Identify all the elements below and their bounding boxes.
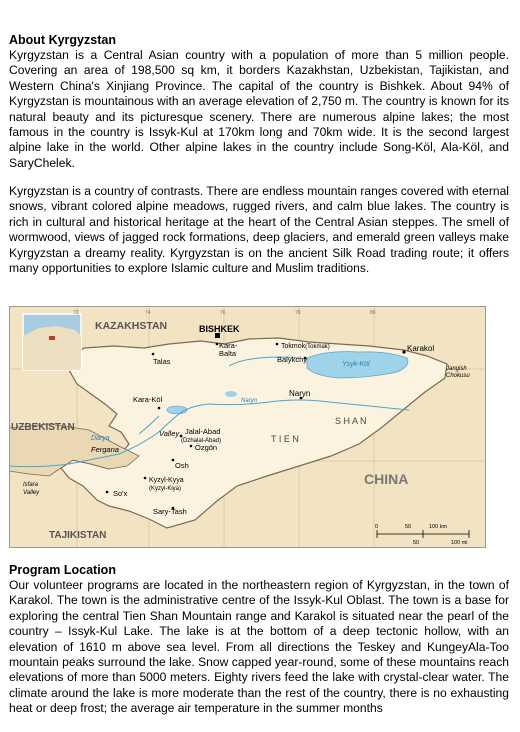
label-china: CHINA [364,471,409,487]
toktogul-reservoir [167,406,187,414]
kyrgyzstan-map [9,306,486,548]
label-kyzyl-kyya: Kyzyl-Kyya [149,477,184,484]
label-tien: T I E N [271,434,299,444]
label-tajikistan: TAJIKISTAN [49,530,107,541]
label-osh: Osh [175,461,189,470]
svg-text:80: 80 [370,310,376,316]
label-kazakhstan: KAZAKHSTAN [95,320,168,332]
svg-text:50: 50 [405,524,412,530]
label-jangish: Jangish [446,366,467,372]
label-isfara: Isfara [23,482,39,488]
about-heading: About Kyrgyzstan [9,33,116,47]
svg-text:74: 74 [145,310,151,316]
label-kara-balta: Kara-Balta [219,341,238,358]
inset-locator [49,336,55,340]
label-shan: S H A N [335,416,367,426]
label-sox: So'x [113,489,128,498]
svg-text:76: 76 [220,310,226,316]
svg-text:100 km: 100 km [429,524,448,530]
label-chokusu: Chokusu [446,373,470,379]
label-uzbekistan: UZBEKISTAN [11,422,75,433]
label-naryn-river: Naryn [241,398,258,404]
label-talas: Talas [153,357,171,366]
svg-text:72: 72 [73,310,79,316]
label-darya: Darya [91,435,110,442]
label-kara-kol: Kara-Köl [133,395,163,404]
label-ysyk-kol: Ysyk-Köl [342,361,370,368]
label-sary-tash: Sary-Tash [153,507,187,516]
song-kol-lake [225,391,237,397]
label-karakol: Karakol [407,344,435,353]
label-kyzyl-kiya: (Kyzyl-Kiya) [149,486,182,492]
label-fergana: Fergana [91,445,119,454]
label-tokmok: Tokmok(Tokmak) [281,343,330,350]
svg-text:100 mi: 100 mi [451,540,468,546]
label-ozgon: Özgön [195,443,218,452]
inset-land [23,326,81,370]
about-paragraph-1: Kyrgyzstan is a Central Asian country with a population of more than 5 million people. Covering an area of 198,500 sq km, it borders Kazakhstan, Uzbekistan, Tajikistan, and Western China's Xinjiang Province. The capital of the country is Bishkek. About 94% of Kyrgyzstan is mountainous with an average elevation of 2,750 m. The country is known for its natural beauty and its picturesque scenery. There are numerous alpine lakes; the most famous in the country is Issyk-Kul at 170km long and 70km wide. It is the second largest alpine lake in the world. Other alpine lakes in the country include Song-Köl, Ala-Köl, and SaryChelek. [9,48,509,170]
svg-text:0: 0 [375,524,379,530]
label-jalal-abad: Jalal-Abad [185,427,221,436]
label-valley: Valley [159,429,180,438]
label-naryn: Naryn [289,389,311,398]
svg-text:50: 50 [413,540,420,546]
location-heading: Program Location [9,563,116,577]
label-bishkek: BISHKEK [199,324,240,334]
label-balykchy: Balykchy [277,355,308,364]
label-dzhalal-abad: (Dzhalal-Abad) [181,438,222,444]
location-paragraph: Our volunteer programs are located in the northeastern region of Kyrgyzstan, in the town of Karakol. The town is the administrative centre of the Issyk-Kul Oblast. The town is a base for exploring the central Tien Shan Mountain range and Karakol is situated near the pearl of the country – Issyk-Kul Lake. The lake is at the bottom of a deep tectonic hollow, with an elevation of 1610 m above sea level. From all directions the Teskey and KungeyAla-Too mountain peaks surround the lake. Snow capped year-round, some of these mountains reach elevations of more than 5000 meters. Eighty rivers feed the lake with crystal-clear water. The climate around the lake is more moderate than the rest of the country, there is no exhausting heat or deep frost; the average air temperature in the summer months [9,578,509,716]
svg-text:78: 78 [295,310,301,316]
label-isfara-valley: Valley [23,490,40,496]
about-paragraph-2: Kyrgyzstan is a country of contrasts. There are endless mountain ranges covered with eternal snows, vibrant colored alpine meadows, rugged rivers, and calm blue lakes. The country is rich in cultural and historical heritage at the heart of the Central Asian steppes. The smell of wormwood, views of jagged rock formations, deep glaciers, and emerald green valleys make Kyrgyzstan a dreamy reality. Kyrgyzstan is on the ancient Silk Road trading route; it offers many opportunities to explore Islamic culture and Muslim traditions. [9,184,509,276]
